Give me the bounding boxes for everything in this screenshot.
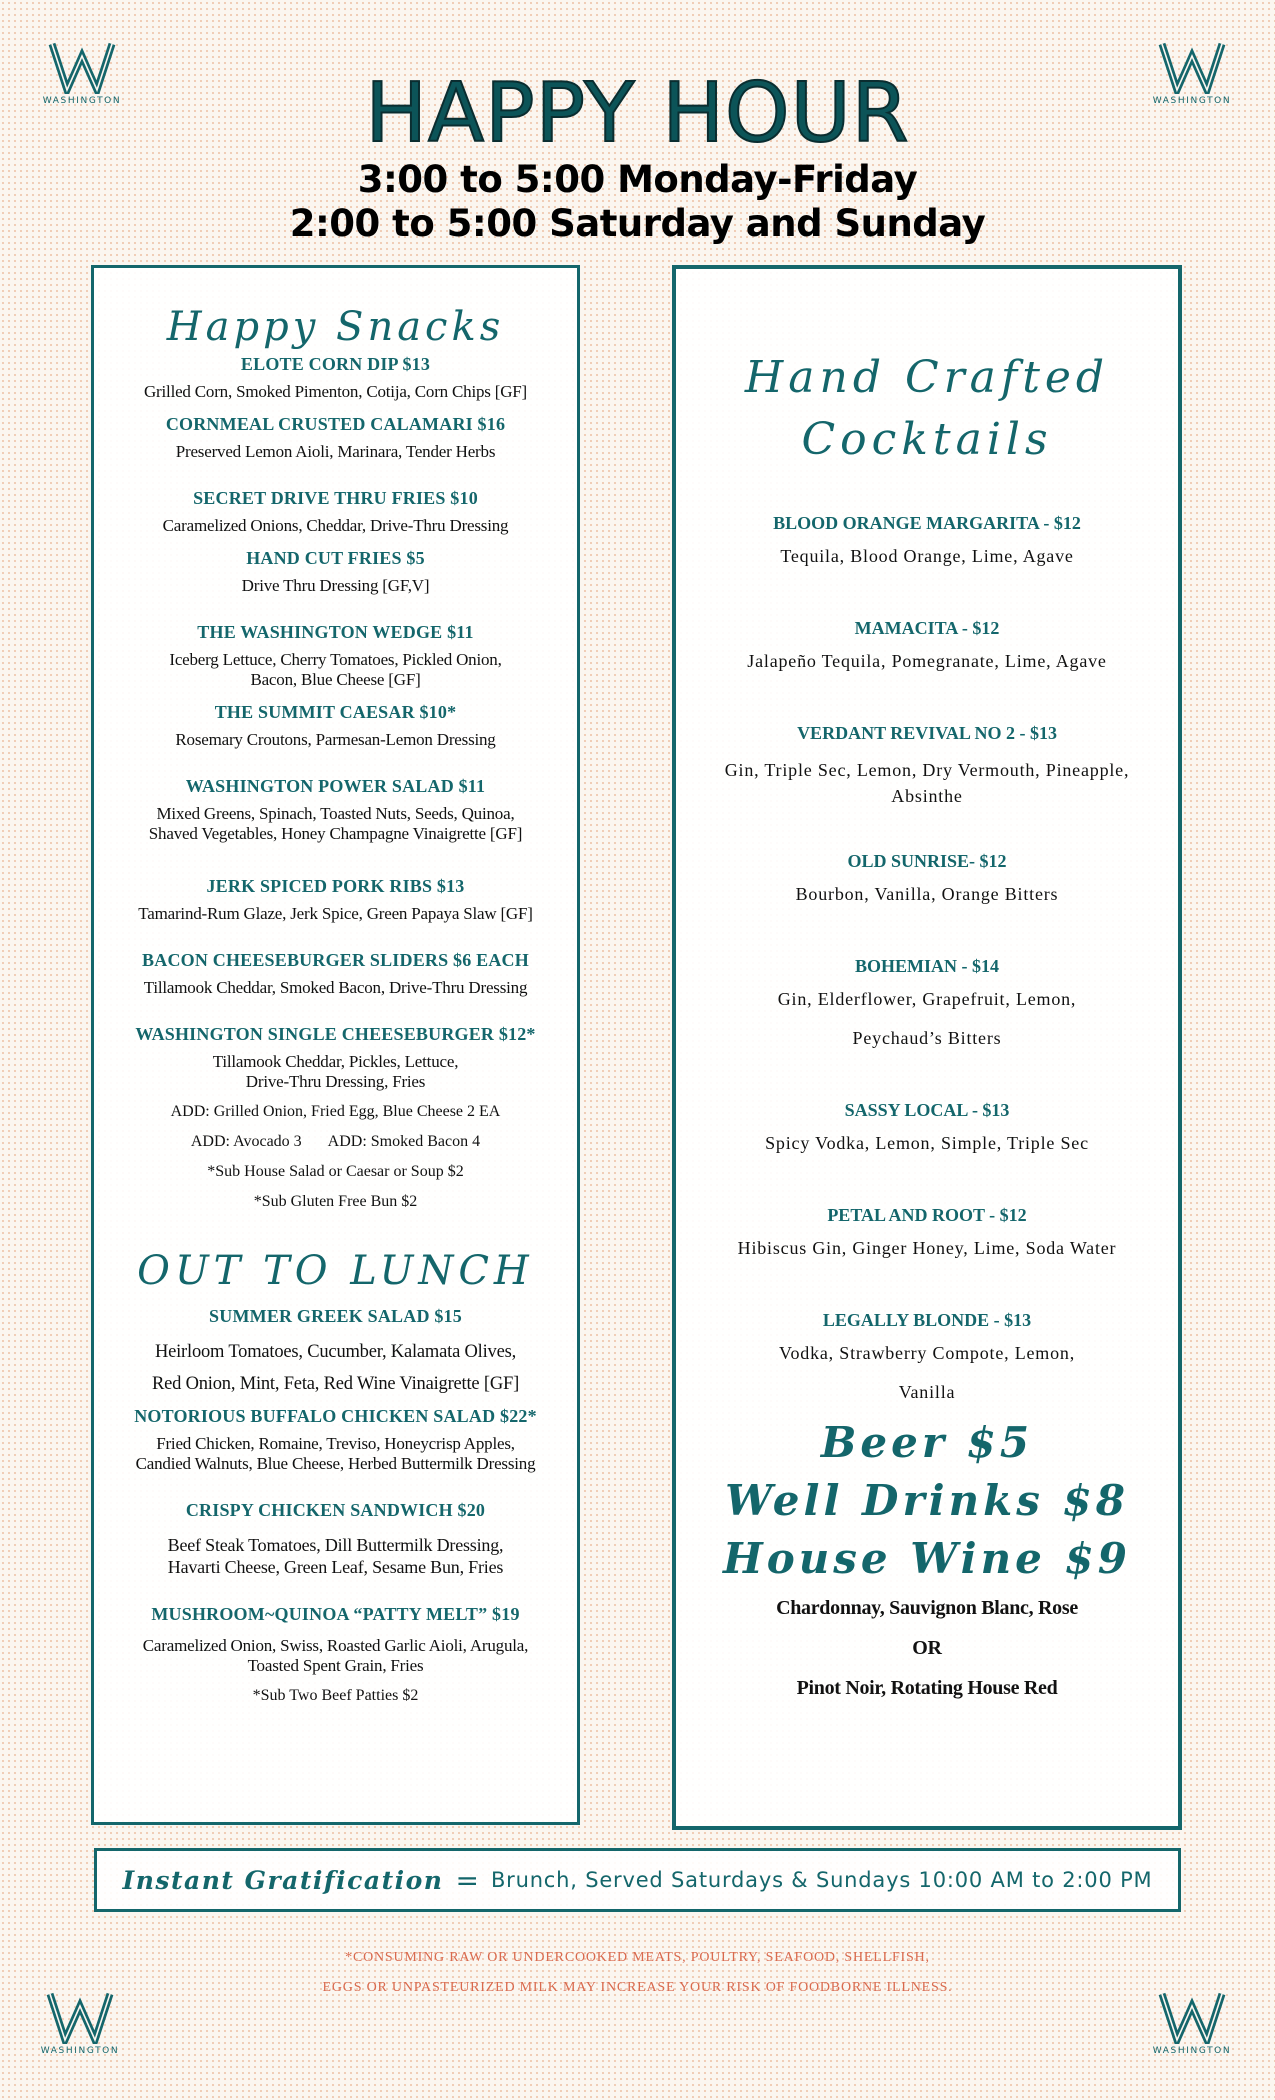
item-desc: Mixed Greens, Spinach, Toasted Nuts, Seeds, Quinoa, Shaved Vegetables, Honey Champagne Vinaigrette [GF] xyxy=(148,804,523,843)
cocktail-name: LEGALLY BLONDE - $13 xyxy=(822,1310,1032,1330)
brunch-hours: Brunch, Served Saturdays & Sundays 10:00 AM to 2:00 PM xyxy=(490,1868,1153,1892)
item-desc: Caramelized Onion, Swiss, Roasted Garlic Aioli, Arugula, Toasted Spent Grain, Fries xyxy=(142,1636,529,1675)
item-desc: Tillamook Cheddar, Pickles, Lettuce, Drive-Thru Dressing, Fries xyxy=(212,1052,459,1091)
cocktail-desc: Gin, Elderflower, Grapefruit, Lemon, Peychaud’s Bitters xyxy=(777,989,1077,1048)
item-name: SECRET DRIVE THRU FRIES $10 xyxy=(193,488,478,508)
page-title: HAPPY HOUR xyxy=(365,66,910,161)
food-menu-panel xyxy=(91,265,580,1825)
item-name: WASHINGTON POWER SALAD $11 xyxy=(185,776,486,796)
brunch-banner xyxy=(94,1848,1181,1912)
wine-white-options: Chardonnay, Sauvignon Blanc, Rose xyxy=(776,1597,1078,1619)
substitution-note: *Sub House Salad or Caesar or Soup $2 xyxy=(207,1163,464,1180)
add-ons: ADD: Grilled Onion, Fried Egg, Blue Cheese 2 EA xyxy=(170,1103,501,1120)
happy-snacks-title: Happy Snacks xyxy=(166,304,505,350)
logo-wordmark: WASHINGTON xyxy=(42,96,122,106)
item-name: CRISPY CHICKEN SANDWICH $20 xyxy=(185,1500,486,1520)
substitution-note: *Sub Two Beef Patties $2 xyxy=(252,1687,419,1704)
item-name: THE WASHINGTON WEDGE $11 xyxy=(197,622,474,642)
item-desc: Heirloom Tomatoes, Cucumber, Kalamata Olives, Red Onion, Mint, Feta, Red Wine Vinaigrette [GF] xyxy=(151,1342,520,1394)
brunch-heading: Instant Gratification xyxy=(122,1865,444,1895)
out-to-lunch-title: OUT TO LUNCH xyxy=(137,1248,534,1294)
cocktail-item xyxy=(676,721,1178,809)
menu-item xyxy=(94,1404,577,1474)
item-name: WASHINGTON SINGLE CHEESEBURGER $12* xyxy=(135,1024,536,1044)
logo-wordmark: WASHINGTON xyxy=(1152,2046,1232,2056)
hours-weekday: 3:00 to 5:00 Monday-Friday xyxy=(357,158,918,201)
item-name: HAND CUT FRIES $5 xyxy=(246,548,425,568)
cocktail-desc: Spicy Vodka, Lemon, Simple, Triple Sec xyxy=(765,1133,1089,1153)
wine-red-options: Pinot Noir, Rotating House Red xyxy=(796,1677,1058,1699)
item-name: ELOTE CORN DIP $13 xyxy=(240,354,431,374)
menu-item xyxy=(94,412,577,462)
item-name: NOTORIOUS BUFFALO CHICKEN SALAD $22* xyxy=(134,1406,537,1426)
item-name: BACON CHEESEBURGER SLIDERS $6 EACH xyxy=(142,950,529,970)
equals-sign: = xyxy=(455,1863,479,1897)
cocktail-item xyxy=(676,616,1178,681)
cocktail-desc: Jalapeño Tequila, Pomegranate, Lime, Agave xyxy=(747,651,1107,671)
disclaimer-line: EGGS OR UNPASTEURIZED MILK MAY INCREASE YOUR RISK OF FOODBORNE ILLNESS. xyxy=(322,1980,953,1995)
cocktail-name: PETAL AND ROOT - $12 xyxy=(827,1205,1027,1225)
menu-item xyxy=(94,774,577,844)
item-desc: Drive Thru Dressing [GF,V] xyxy=(241,576,430,595)
cocktail-desc: Hibiscus Gin, Ginger Honey, Lime, Soda Water xyxy=(737,1238,1117,1258)
cocktail-desc: Gin, Triple Sec, Lemon, Dry Vermouth, Pineapple, Absinthe xyxy=(724,760,1130,806)
add-ons: ADD: Avocado 3 ADD: Smoked Bacon 4 xyxy=(190,1133,481,1150)
drinks-menu-panel xyxy=(672,265,1182,1830)
item-name: MUSHROOM~QUINOA “PATTY MELT” $19 xyxy=(151,1604,520,1624)
item-desc: Beef Steak Tomatoes, Dill Buttermilk Dressing, Havarti Cheese, Green Leaf, Sesame Bun, Fries xyxy=(167,1535,504,1577)
item-desc: Rosemary Croutons, Parmesan-Lemon Dressing xyxy=(175,730,496,749)
cocktail-item xyxy=(676,1203,1178,1268)
cocktails-title-line1: Hand Crafted xyxy=(744,352,1110,403)
cocktail-item xyxy=(676,1308,1178,1412)
w-logo-icon xyxy=(44,1990,116,2044)
cocktails-title-line2: Cocktails xyxy=(801,414,1053,465)
header xyxy=(0,66,1275,246)
well-drinks-price: Well Drinks $8 xyxy=(725,1476,1129,1525)
item-desc: Fried Chicken, Romaine, Treviso, Honeycrisp Apples, Candied Walnuts, Blue Cheese, Herbed Buttermilk Dressing xyxy=(135,1434,536,1473)
menu-item xyxy=(94,700,577,750)
menu-item xyxy=(94,620,577,690)
disclaimer-line: *CONSUMING RAW OR UNDERCOOKED MEATS, POULTRY, SEAFOOD, SHELLFISH, xyxy=(345,1950,930,1965)
cocktail-name: BLOOD ORANGE MARGARITA - $12 xyxy=(773,513,1081,533)
house-wine-price: House Wine $9 xyxy=(723,1534,1131,1583)
cocktail-name: BOHEMIAN - $14 xyxy=(855,956,999,976)
cocktail-desc: Tequila, Blood Orange, Lime, Agave xyxy=(780,546,1074,566)
cocktail-name: VERDANT REVIVAL NO 2 - $13 xyxy=(797,723,1057,743)
w-logo-bottom-left xyxy=(30,1990,130,2056)
food-safety-disclaimer xyxy=(0,1943,1275,2003)
cocktail-item xyxy=(676,954,1178,1058)
item-name: THE SUMMIT CAESAR $10* xyxy=(214,702,457,722)
cocktail-name: OLD SUNRISE- $12 xyxy=(847,851,1007,871)
item-name: JERK SPICED PORK RIBS $13 xyxy=(206,876,465,896)
wine-or: OR xyxy=(912,1637,942,1659)
cocktail-name: SASSY LOCAL - $13 xyxy=(844,1100,1010,1120)
menu-item xyxy=(94,1304,577,1400)
menu-item xyxy=(94,486,577,536)
substitution-note: *Sub Gluten Free Bun $2 xyxy=(253,1193,418,1210)
item-name: SUMMER GREEK SALAD $15 xyxy=(209,1306,462,1326)
item-desc: Preserved Lemon Aioli, Marinara, Tender Herbs xyxy=(175,442,496,461)
cocktail-desc: Bourbon, Vanilla, Orange Bitters xyxy=(795,884,1059,904)
beer-price: Beer $5 xyxy=(820,1418,1034,1467)
w-logo-bottom-right xyxy=(1142,1990,1242,2056)
logo-wordmark: WASHINGTON xyxy=(1152,96,1232,106)
cocktail-desc: Vodka, Strawberry Compote, Lemon, Vanilla xyxy=(778,1343,1076,1402)
w-logo-icon xyxy=(1156,1990,1228,2044)
item-desc: Iceberg Lettuce, Cherry Tomatoes, Pickled Onion, Bacon, Blue Cheese [GF] xyxy=(169,650,502,689)
menu-item xyxy=(94,352,577,402)
logo-wordmark: WASHINGTON xyxy=(40,2046,120,2056)
item-desc: Tamarind-Rum Glaze, Jerk Spice, Green Papaya Slaw [GF] xyxy=(138,904,533,923)
menu-item xyxy=(94,1498,577,1578)
cocktail-name: MAMACITA - $12 xyxy=(854,618,1000,638)
item-desc: Grilled Corn, Smoked Pimenton, Cotija, Corn Chips [GF] xyxy=(143,382,528,401)
item-desc: Tillamook Cheddar, Smoked Bacon, Drive-Thru Dressing xyxy=(143,978,528,997)
menu-item xyxy=(94,1022,577,1212)
menu-item xyxy=(94,1602,577,1706)
menu-item xyxy=(94,874,577,924)
cocktail-item xyxy=(676,849,1178,914)
menu-item xyxy=(94,948,577,998)
menu-item xyxy=(94,546,577,596)
item-name: CORNMEAL CRUSTED CALAMARI $16 xyxy=(165,414,506,434)
cocktail-item xyxy=(676,1098,1178,1163)
cocktail-item xyxy=(676,511,1178,576)
hours-weekend: 2:00 to 5:00 Saturday and Sunday xyxy=(289,202,986,245)
item-desc: Caramelized Onions, Cheddar, Drive-Thru Dressing xyxy=(162,516,509,535)
